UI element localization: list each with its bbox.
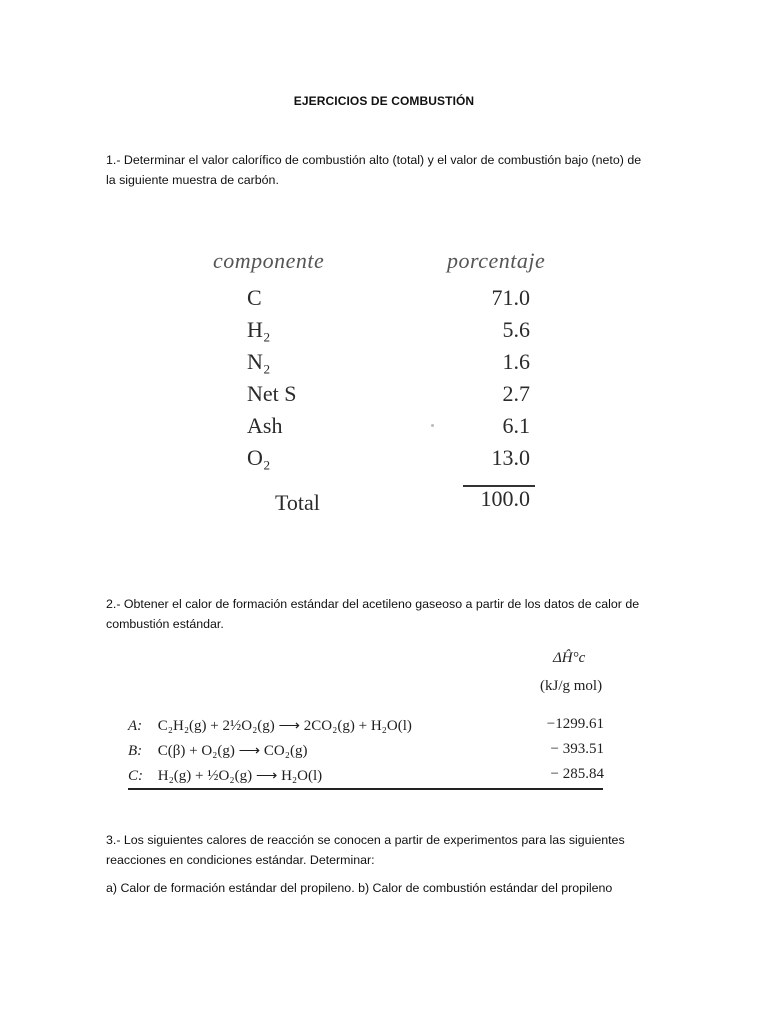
reaction-row [128,766,604,785]
reaction-value: − 393.51 [550,741,604,757]
scan-speck [431,424,434,427]
question-2-line-2: combustión estándar. [106,617,224,631]
component-column [247,282,297,474]
question-2-line-1: 2.- Obtener el calor de formación estándar del acetileno gaseoso a partir de los datos de calor de [106,597,640,611]
question-3-line-3: a) Calor de formación estándar del propileno. b) Calor de combustión estándar del propileno [106,881,613,895]
percent-cell: 1.6 [502,349,530,374]
reaction-equation: C₂H₂(g) + 2½O₂(g) ⟶ 2CO₂(g) + H₂O(l) [157,718,412,734]
reaction-label: A: [128,718,143,734]
total-value: 100.0 [480,486,530,511]
question-1-line-2: la siguiente muestra de carbón. [106,173,279,187]
total-label: Total [275,490,320,515]
header-porcentaje: porcentaje [447,248,546,273]
enthalpy-header: ΔĤ°c [553,650,586,666]
percent-cell: 13.0 [491,445,530,470]
question-3-line-1: 3.- Los siguientes calores de reacción se conocen a partir de experimentos para las siguientes [106,833,625,847]
percent-column [470,282,530,474]
combustion-heat-table [128,640,628,800]
percent-cell: 5.6 [502,317,530,342]
header-componente: componente [213,248,325,273]
component-cell: C [247,285,262,310]
reaction-label: B: [128,743,143,759]
percent-cell: 71.0 [491,285,530,310]
component-cell: Net S [247,381,297,406]
document-title: EJERCICIOS DE COMBUSTIÓN [293,94,475,108]
question-3-line-2: reacciones en condiciones estándar. Determinar: [106,853,375,867]
reaction-equation: C(β) + O₂(g) ⟶ CO₂(g) [157,743,308,759]
component-cell: N₂ [247,349,271,374]
question-1 [106,150,666,190]
component-cell: H₂ [247,317,271,342]
reaction-value: − 285.84 [550,766,604,782]
component-cell: Ash [247,413,283,438]
reaction-label: C: [128,768,143,784]
reaction-equation: H₂(g) + ½O₂(g) ⟶ H₂O(l) [157,768,323,784]
coal-composition-table [205,238,577,528]
question-3 [106,830,666,898]
reaction-row [128,716,604,735]
reaction-row [128,741,604,760]
component-cell: O₂ [247,445,271,470]
percent-cell: 6.1 [502,413,530,438]
table-bottom-rule [128,788,603,790]
percent-cell: 2.7 [502,381,530,406]
reaction-value: −1299.61 [546,716,604,732]
units-header: (kJ/g mol) [540,678,603,694]
question-2 [106,594,666,634]
question-1-line-1: 1.- Determinar el valor calorífico de combustión alto (total) y el valor de combustión bajo (neto) de [106,153,642,167]
